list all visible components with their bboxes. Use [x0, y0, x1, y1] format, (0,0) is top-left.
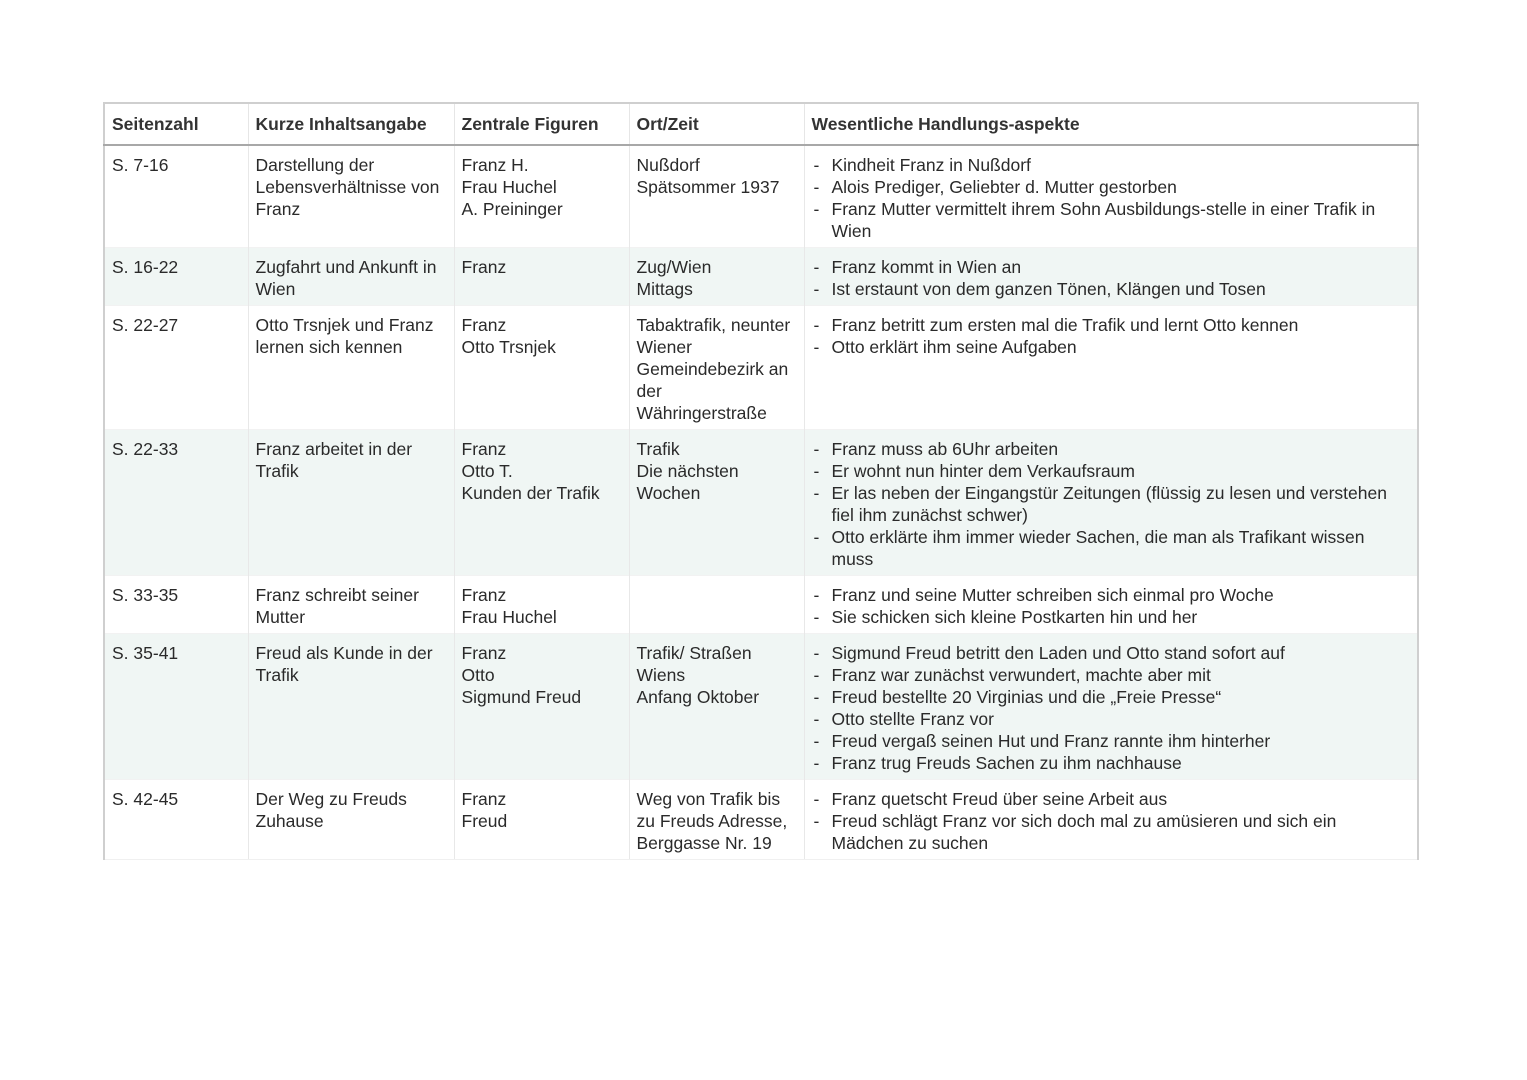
figure-name: Franz [461, 257, 507, 277]
aspect-list [812, 154, 1411, 242]
header-inhaltsangabe: Kurze Inhaltsangabe [248, 103, 454, 145]
cell-handlungsaspekte [804, 780, 1418, 860]
aspect-item: - Franz muss ab 6Uhr arbeiten [812, 438, 1411, 460]
header-ort-zeit: Ort/Zeit [629, 103, 804, 145]
aspect-item: - Otto stellte Franz vor [812, 708, 1411, 730]
ort-zeit-line: Die nächsten Wochen [636, 461, 739, 503]
cell-figuren [454, 430, 629, 576]
cell-seitenzahl: S. 22-33 [104, 430, 248, 576]
aspect-item: - Er las neben der Eingangstür Zeitungen (flüssig zu lesen und verstehen fiel ihm zunächst schwer) [812, 482, 1411, 526]
aspect-item: - Er wohnt nun hinter dem Verkaufsraum [812, 460, 1411, 482]
aspect-item: - Freud vergaß seinen Hut und Franz rannte ihm hinterher [812, 730, 1411, 752]
cell-seitenzahl: S. 35-41 [104, 634, 248, 780]
ort-zeit-line: Spätsommer 1937 [636, 177, 780, 197]
figure-name: Otto T. [461, 461, 513, 481]
figure-name: A. Preininger [461, 199, 563, 219]
figure-name: Franz [461, 789, 507, 809]
aspect-item: - Ist erstaunt von dem ganzen Tönen, Klängen und Tosen [812, 278, 1411, 300]
figure-name: Freud [461, 811, 508, 831]
summary-table-container [103, 102, 1419, 860]
cell-figuren [454, 306, 629, 430]
aspect-item: - Sigmund Freud betritt den Laden und Otto stand sofort auf [812, 642, 1411, 664]
cell-figuren [454, 634, 629, 780]
cell-inhaltsangabe: Darstellung der Lebensverhältnisse von Franz [248, 145, 454, 248]
table-row [104, 306, 1418, 430]
figure-name: Franz [461, 585, 507, 605]
cell-handlungsaspekte [804, 576, 1418, 634]
aspect-item: - Freud bestellte 20 Virginias und die „Freie Presse“ [812, 686, 1411, 708]
ort-zeit-line: Trafik/ Straßen Wiens [636, 643, 752, 685]
cell-seitenzahl: S. 16-22 [104, 248, 248, 306]
cell-inhaltsangabe: Otto Trsnjek und Franz lernen sich kennen [248, 306, 454, 430]
aspect-item: - Kindheit Franz in Nußdorf [812, 154, 1411, 176]
aspect-item: - Franz kommt in Wien an [812, 256, 1411, 278]
table-header [104, 103, 1418, 145]
cell-seitenzahl: S. 22-27 [104, 306, 248, 430]
cell-inhaltsangabe: Zugfahrt und Ankunft in Wien [248, 248, 454, 306]
figure-name: Franz [461, 643, 507, 663]
cell-ort-zeit [629, 430, 804, 576]
cell-seitenzahl: S. 33-35 [104, 576, 248, 634]
aspect-list [812, 642, 1411, 774]
aspect-item: - Freud schlägt Franz vor sich doch mal zu amüsieren und sich ein Mädchen zu suchen [812, 810, 1411, 854]
table-body [104, 145, 1418, 860]
aspect-list [812, 584, 1411, 628]
aspect-item: - Sie schicken sich kleine Postkarten hin und her [812, 606, 1411, 628]
ort-zeit-line: Zug/Wien [636, 257, 712, 277]
ort-zeit-line: Tabaktrafik, neunter Wiener Gemeindebezirk an der Währingerstraße [636, 315, 791, 423]
figure-name: Franz H. [461, 155, 529, 175]
figure-name: Franz [461, 439, 507, 459]
cell-figuren [454, 780, 629, 860]
cell-inhaltsangabe: Franz schreibt seiner Mutter [248, 576, 454, 634]
cell-figuren [454, 576, 629, 634]
table-row [104, 430, 1418, 576]
ort-zeit-line: Weg von Trafik bis zu Freuds Adresse, Berggasse Nr. 19 [636, 789, 788, 853]
ort-zeit-line: Nußdorf [636, 155, 700, 175]
figure-name: Frau Huchel [461, 177, 557, 197]
aspect-item: - Franz trug Freuds Sachen zu ihm nachhause [812, 752, 1411, 774]
header-handlungsaspekte: Wesentliche Handlungs-aspekte [804, 103, 1418, 145]
aspect-item: - Otto erklärte ihm immer wieder Sachen, die man als Trafikant wissen muss [812, 526, 1411, 570]
header-row [104, 103, 1418, 145]
cell-handlungsaspekte [804, 430, 1418, 576]
figure-name: Kunden der Trafik [461, 483, 600, 503]
cell-handlungsaspekte [804, 145, 1418, 248]
aspect-item: - Franz Mutter vermittelt ihrem Sohn Ausbildungs-stelle in einer Trafik in Wien [812, 198, 1411, 242]
cell-ort-zeit [629, 780, 804, 860]
cell-figuren [454, 248, 629, 306]
table-row [104, 248, 1418, 306]
chapter-summary-table [103, 102, 1419, 860]
header-seitenzahl: Seitenzahl [104, 103, 248, 145]
figure-name: Otto [461, 665, 495, 685]
aspect-item: - Otto erklärt ihm seine Aufgaben [812, 336, 1411, 358]
ort-zeit-line: Mittags [636, 279, 693, 299]
cell-ort-zeit [629, 145, 804, 248]
aspect-list [812, 438, 1411, 570]
table-row [104, 634, 1418, 780]
cell-ort-zeit [629, 248, 804, 306]
figure-name: Sigmund Freud [461, 687, 582, 707]
cell-handlungsaspekte [804, 248, 1418, 306]
cell-inhaltsangabe: Franz arbeitet in der Trafik [248, 430, 454, 576]
figure-name: Frau Huchel [461, 607, 557, 627]
cell-handlungsaspekte [804, 306, 1418, 430]
aspect-item: - Franz war zunächst verwundert, machte aber mit [812, 664, 1411, 686]
figure-name: Franz [461, 315, 507, 335]
cell-ort-zeit [629, 306, 804, 430]
table-row [104, 145, 1418, 248]
table-row [104, 576, 1418, 634]
cell-figuren [454, 145, 629, 248]
cell-seitenzahl: S. 7-16 [104, 145, 248, 248]
aspect-list [812, 256, 1411, 300]
table-row [104, 780, 1418, 860]
cell-handlungsaspekte [804, 634, 1418, 780]
aspect-item: - Alois Prediger, Geliebter d. Mutter gestorben [812, 176, 1411, 198]
aspect-list [812, 788, 1411, 854]
ort-zeit-line: Trafik [636, 439, 680, 459]
cell-ort-zeit [629, 576, 804, 634]
cell-ort-zeit [629, 634, 804, 780]
cell-seitenzahl: S. 42-45 [104, 780, 248, 860]
cell-inhaltsangabe: Freud als Kunde in der Trafik [248, 634, 454, 780]
cell-inhaltsangabe: Der Weg zu Freuds Zuhause [248, 780, 454, 860]
aspect-item: - Franz betritt zum ersten mal die Trafik und lernt Otto kennen [812, 314, 1411, 336]
aspect-item: - Franz und seine Mutter schreiben sich einmal pro Woche [812, 584, 1411, 606]
header-figuren: Zentrale Figuren [454, 103, 629, 145]
figure-name: Otto Trsnjek [461, 337, 556, 357]
aspect-list [812, 314, 1411, 358]
aspect-item: - Franz quetscht Freud über seine Arbeit aus [812, 788, 1411, 810]
ort-zeit-line: Anfang Oktober [636, 687, 760, 707]
